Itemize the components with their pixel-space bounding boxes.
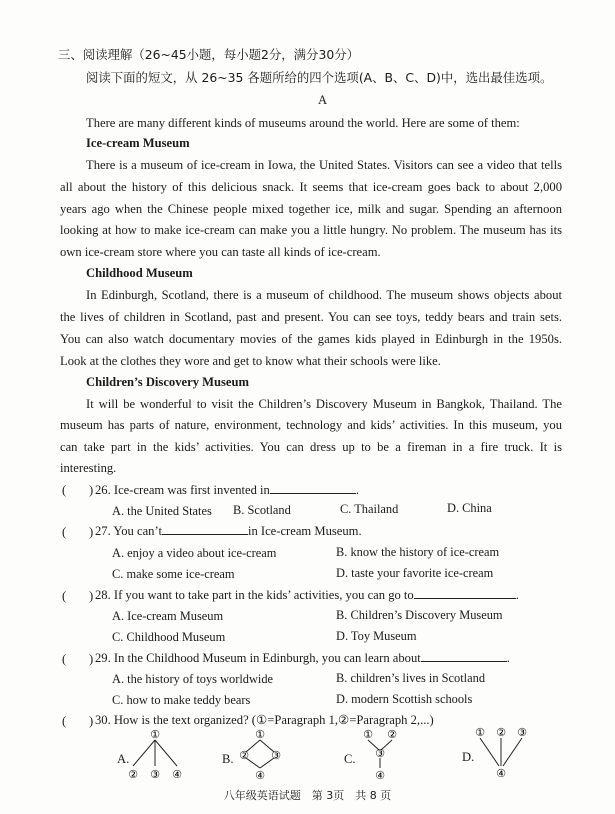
option-b[interactable]: B. know the history of ice-cream [336, 545, 500, 559]
node-4: ④ [496, 767, 506, 778]
paragraph-line: In Edinburgh, Scotland, there is a museum of childhood. The museum shows objects about [86, 288, 562, 302]
option-d[interactable]: D. Toy Museum [336, 629, 417, 643]
question-stem [95, 650, 510, 666]
stem-text: 26. Ice-cream was first invented in [95, 483, 270, 497]
stem-text-end: . [506, 651, 510, 665]
paragraph-line: Look at the clothes they wore and get to know what their schools were like. [60, 354, 441, 368]
question-stem [95, 587, 519, 603]
option-c[interactable]: C. how to make teddy bears [112, 693, 251, 707]
option-d[interactable]: D. China [447, 501, 492, 515]
option-a[interactable]: A. Ice-cream Museum [112, 609, 224, 623]
paragraph-line: the lives of children in Scotland, past and present. You can see toys, teddy bears and train sets. [60, 310, 562, 324]
paragraph-line: interesting. [60, 461, 117, 475]
answer-blank[interactable] [270, 482, 356, 494]
stem-text: 27. You can’t [95, 524, 162, 538]
node-4: ④ [255, 769, 265, 780]
option-a[interactable]: A. enjoy a video about ice-cream [112, 546, 277, 560]
node-3: ③ [517, 726, 527, 739]
museum-title-childhood: Childhood Museum [86, 266, 193, 280]
option-c[interactable]: C. make some ice-cream [112, 567, 235, 581]
option-c[interactable]: C. [344, 752, 356, 766]
option-d[interactable]: D. [462, 750, 475, 764]
answer-paren-close: ) [89, 652, 94, 666]
question-stem [95, 523, 362, 539]
stem-text-end: . [515, 588, 519, 602]
paragraph-line: can take part in the kids’ activities. You can dress up to be a fireman in a fire truck. It is [60, 440, 562, 454]
passage-intro: There are many different kinds of museums around the world. Here are some of them: [86, 116, 520, 130]
stem-text: 28. If you want to take part in the kids’ activities, you can go to [95, 588, 414, 602]
page-footer: 八年级英语试题 第 3页 共 8 页 [223, 789, 392, 802]
paragraph-line: There is a museum of ice-cream in Iowa, the United States. Visitors can see a video that tells [86, 158, 562, 172]
structure-diagram-a[interactable] [125, 728, 185, 780]
option-a[interactable]: A. [117, 752, 130, 766]
answer-blank[interactable] [421, 650, 507, 662]
paragraph-line: museum has parts of nature, environment, technology and kids’ activities. In this museum, you [60, 418, 562, 432]
answer-paren-close: ) [89, 589, 94, 603]
node-4: ④ [172, 768, 182, 780]
answer-paren-open: ( [62, 714, 67, 728]
node-1: ① [255, 728, 265, 741]
node-4: ④ [375, 769, 385, 780]
answer-paren-close: ) [89, 714, 94, 728]
node-2: ② [496, 726, 506, 739]
answer-paren-close: ) [89, 483, 94, 497]
option-c[interactable]: C. Thailand [340, 502, 399, 516]
answer-paren-close: ) [89, 525, 94, 539]
option-a[interactable]: A. the United States [112, 504, 212, 518]
paragraph-line: all about the history of this delicious snack. It seems that ice-cream goes back to about 2,000 [60, 180, 562, 194]
structure-diagram-d[interactable] [472, 726, 530, 778]
node-2: ② [387, 728, 397, 741]
option-b[interactable]: B. [222, 752, 234, 766]
option-d[interactable]: D. taste your favorite ice-cream [336, 566, 494, 580]
museum-title-discovery: Children’s Discovery Museum [86, 375, 250, 389]
option-b[interactable]: B. Children’s Discovery Museum [336, 608, 503, 622]
paragraph-line: years ago when the Chinese people mixed together ice, milk and sugar. Spending an afternoon [60, 202, 562, 216]
question-stem: 30. How is the text organized? (①=Paragraph 1,②=Paragraph 2,...) [95, 713, 434, 727]
node-2: ② [128, 768, 138, 780]
option-b[interactable]: B. Scotland [233, 503, 291, 517]
stem-text-end: . [355, 483, 359, 497]
passage-label: A [318, 93, 328, 107]
structure-diagram-c[interactable] [358, 728, 404, 780]
stem-text-end: in Ice-cream Museum. [247, 524, 362, 538]
answer-paren-open: ( [62, 525, 67, 539]
node-1: ① [150, 728, 160, 741]
option-a[interactable]: A. the history of toys worldwide [112, 672, 274, 686]
section-heading: 三、阅读理解（26~45小题，每小题2分，满分30分） [58, 47, 359, 62]
answer-paren-open: ( [62, 652, 67, 666]
option-b[interactable]: B. children’s lives in Scotland [336, 671, 486, 685]
paragraph-line: looking at how to make ice-cream can make you a little hungry. No problem. The museum has its [60, 223, 562, 237]
museum-title-ice-cream: Ice-cream Museum [86, 136, 190, 150]
answer-blank[interactable] [162, 523, 248, 535]
paragraph-line: It will be wonderful to visit the Children’s Discovery Museum in Bangkok, Thailand. The [86, 397, 562, 411]
option-d[interactable]: D. modern Scottish schools [336, 692, 473, 706]
option-c[interactable]: C. Childhood Museum [112, 630, 226, 644]
answer-blank[interactable] [414, 587, 516, 599]
node-3: ③ [375, 747, 385, 760]
paragraph-line: own ice-cream store where you can taste all kinds of ice-cream. [60, 245, 381, 259]
instruction-text: 阅读下面的短文，从 26~35 各题所给的四个选项(A、B、C、D)中，选出最佳选项。 [86, 70, 553, 85]
node-1: ① [363, 728, 373, 741]
paragraph-line: You can also watch documentary movies of the games kids played in Edinburgh in the 1950s. [60, 332, 562, 346]
answer-paren-open: ( [62, 483, 67, 497]
answer-paren-open: ( [62, 589, 67, 603]
node-1: ① [475, 726, 485, 739]
structure-diagram-b[interactable] [235, 728, 285, 780]
stem-text: 29. In the Childhood Museum in Edinburgh, you can learn about [95, 651, 421, 665]
node-3: ③ [150, 768, 160, 780]
question-stem [95, 482, 359, 498]
node-3: ③ [271, 749, 281, 762]
node-2: ② [239, 749, 249, 762]
